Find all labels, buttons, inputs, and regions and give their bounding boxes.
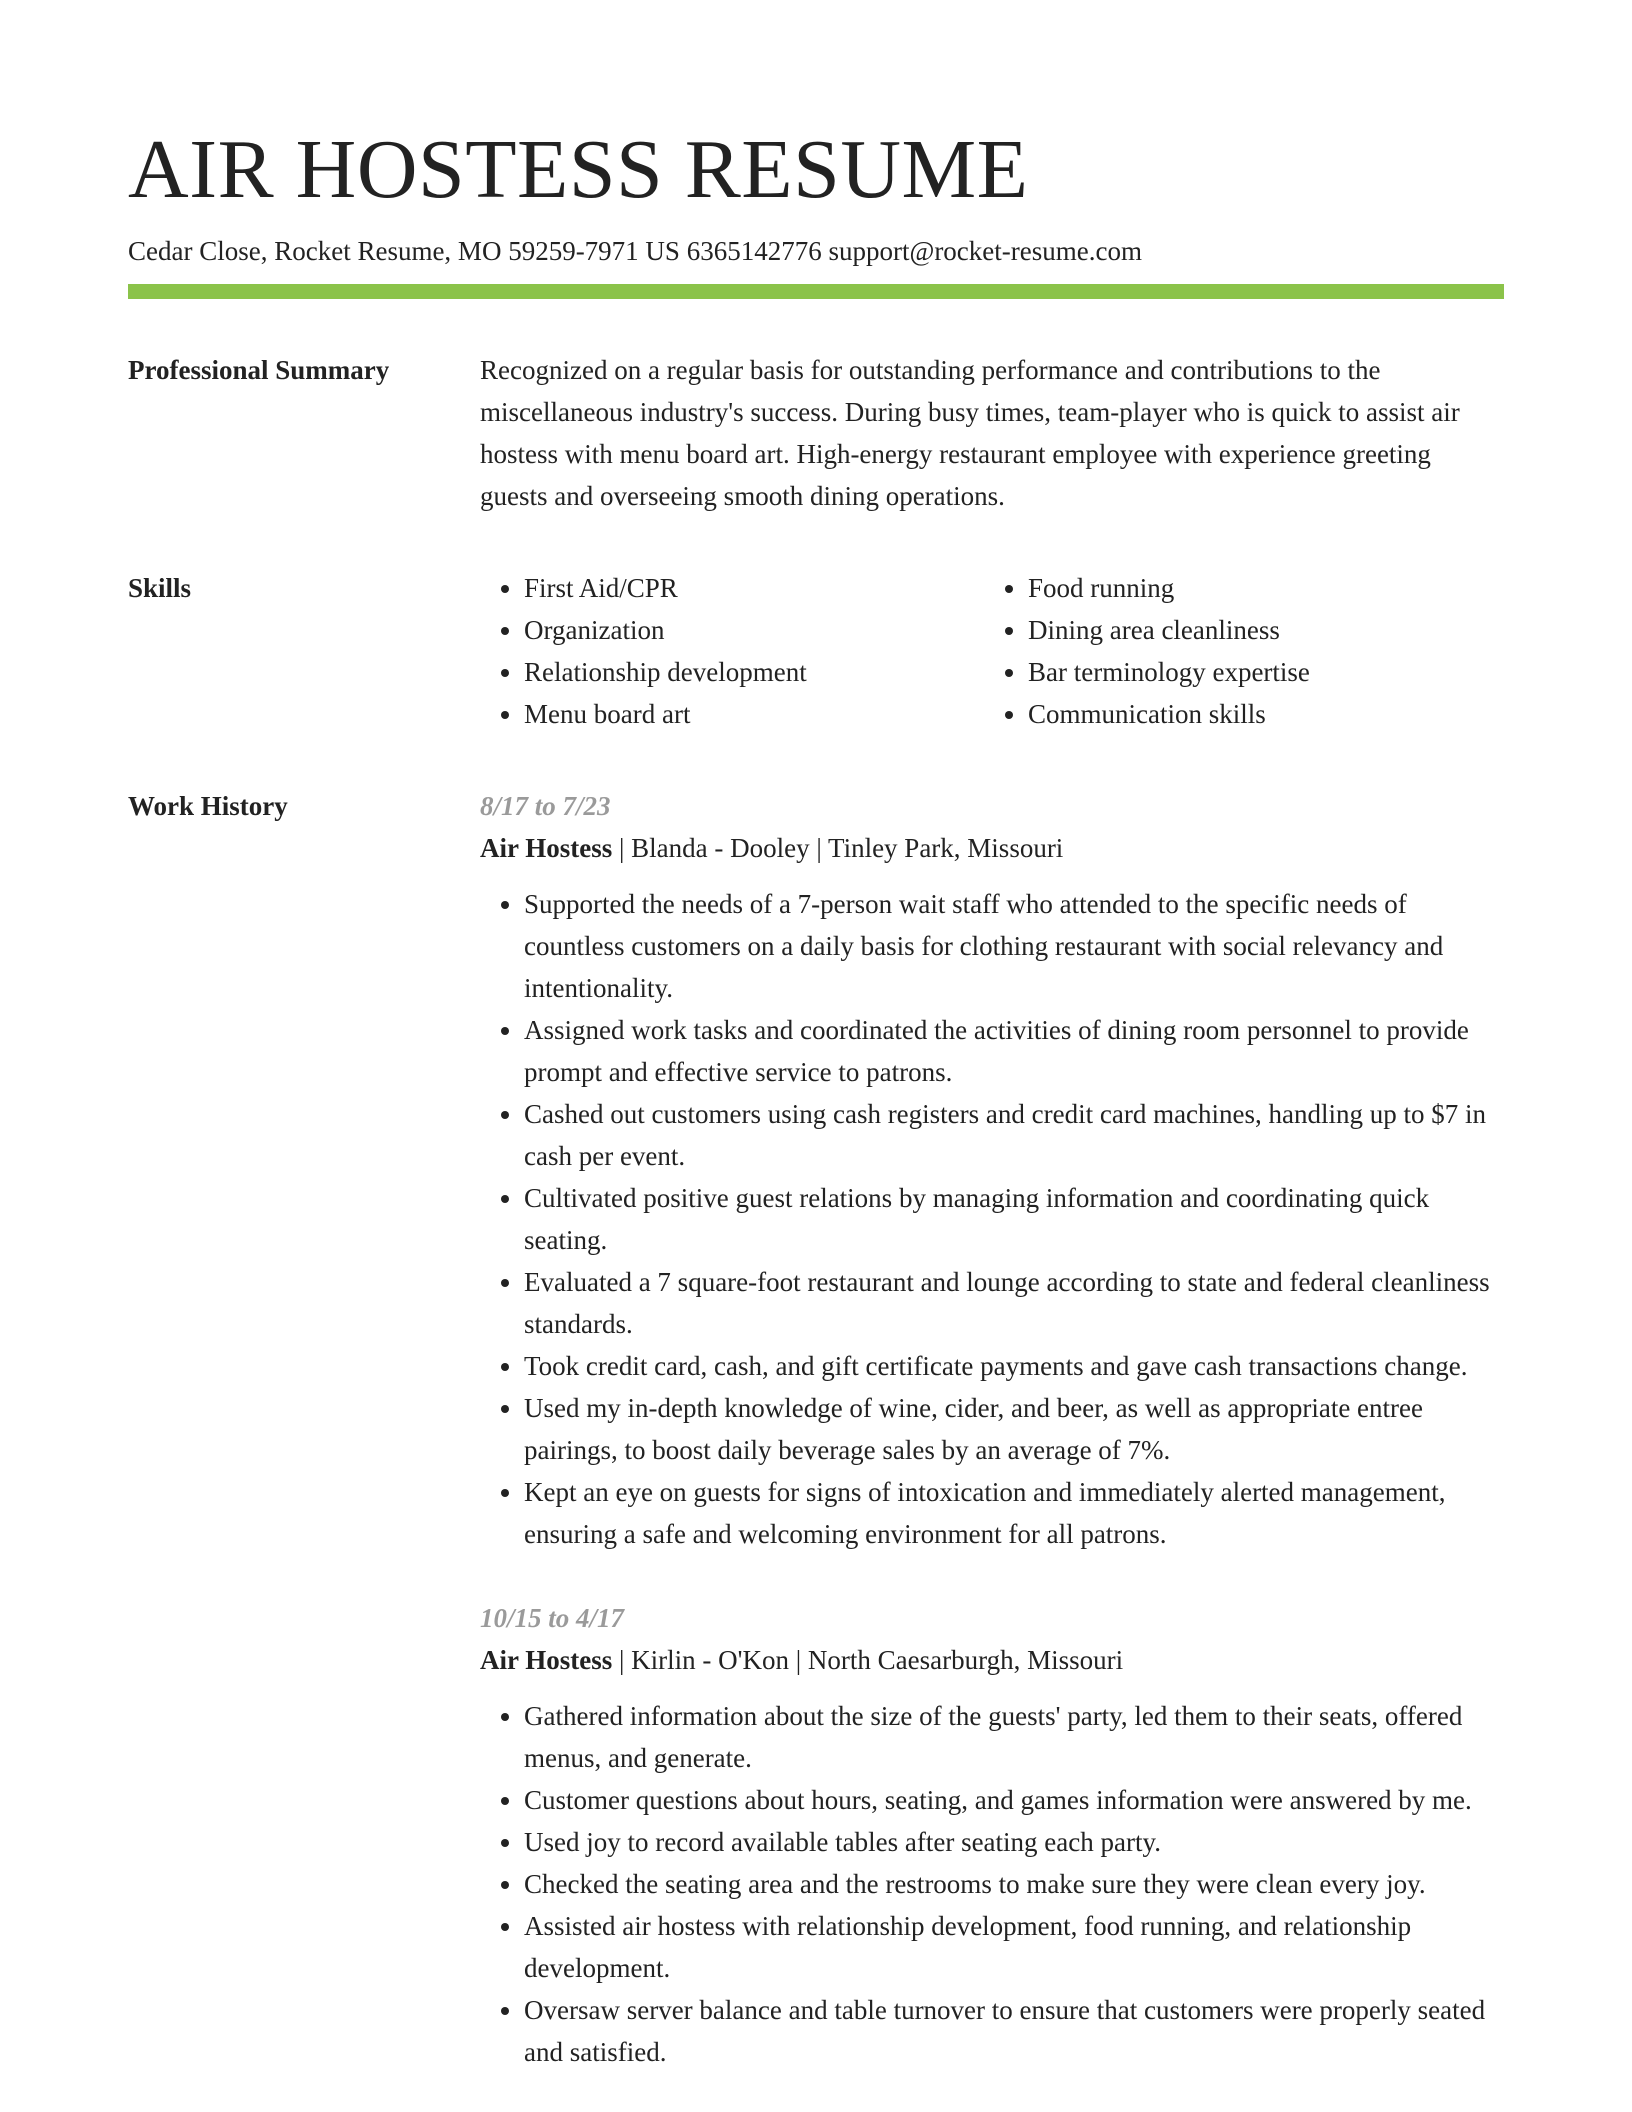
summary-heading: Professional Summary [128,355,390,385]
skill-item: • Organization [524,609,984,651]
job-title: Air Hostess [480,1645,613,1675]
job-duty: • Kept an eye on guests for signs of intoxication and immediately alerted management, ensuring a safe and welcoming environment for all patrons. [524,1471,1504,1555]
job-duty: • Gathered information about the size of the guests' party, led them to their seats, offered menus, and generate. [524,1695,1504,1779]
job-duties [480,883,1504,1555]
contact-phone: 6365142776 [686,236,822,266]
skill-item: • First Aid/CPR [524,567,984,609]
skills-list-left [480,567,984,735]
job-duty: • Oversaw server balance and table turnover to ensure that customers were properly seated and satisfied. [524,1989,1504,2073]
skill-item: • Communication skills [1028,693,1488,735]
job-duty: • Checked the seating area and the restrooms to make sure they were clean every joy. [524,1863,1504,1905]
job-duty: • Used joy to record available tables after seating each party. [524,1821,1504,1863]
job-entry [480,785,1504,1555]
job-duties [480,1695,1504,2073]
skill-item: • Dining area cleanliness [1028,609,1488,651]
job-duty: • Supported the needs of a 7-person wait staff who attended to the specific needs of countless customers on a daily basis for clothing restaurant with social relevancy and intentionality. [524,883,1504,1009]
job-dates: 8/17 to 7/23 [480,791,611,821]
job-entry [480,1597,1504,2073]
work-history-heading: Work History [128,791,288,821]
summary-text: Recognized on a regular basis for outstanding performance and contributions to the miscellaneous industry's success. During busy times, team-player who is quick to assist air hostess with menu board art. High-energy restaurant employee with experience greeting guests and overseeing smooth dining operations. [480,355,1460,511]
skill-item: • Bar terminology expertise [1028,651,1488,693]
job-title: Air Hostess [480,833,613,863]
header-divider [128,284,1504,299]
job-duty: • Assigned work tasks and coordinated the activities of dining room personnel to provide prompt and effective service to patrons. [524,1009,1504,1093]
work-history-section [128,785,1504,2073]
job-duty: • Used my in-depth knowledge of wine, cider, and beer, as well as appropriate entree pairings, to boost daily beverage sales by an average of 7%. [524,1387,1504,1471]
job-header [480,1639,1504,1681]
job-dates: 10/15 to 4/17 [480,1603,625,1633]
job-header [480,827,1504,869]
contact-address: Cedar Close, Rocket Resume, MO 59259-7971 US [128,236,680,266]
resume-title: AIR HOSTESS RESUME [128,123,1029,216]
job-duty: • Customer questions about hours, seating, and games information were answered by me. [524,1779,1504,1821]
job-duty: • Took credit card, cash, and gift certificate payments and gave cash transactions change. [524,1345,1504,1387]
contact-email: support@rocket-resume.com [828,236,1142,266]
skill-item: • Menu board art [524,693,984,735]
skills-heading: Skills [128,573,192,603]
skill-item: • Relationship development [524,651,984,693]
job-employer-location: | Blanda - Dooley | Tinley Park, Missouri [612,833,1064,863]
summary-section [128,349,1504,517]
job-duty: • Cashed out customers using cash registers and credit card machines, handling up to $7 in cash per event. [524,1093,1504,1177]
job-employer-location: | Kirlin - O'Kon | North Caesarburgh, Missouri [612,1645,1124,1675]
job-duty: • Assisted air hostess with relationship development, food running, and relationship development. [524,1905,1504,1989]
skill-item: • Food running [1028,567,1488,609]
skills-list-right [984,567,1488,735]
job-duty: • Cultivated positive guest relations by managing information and coordinating quick seating. [524,1177,1504,1261]
contact-line [128,234,1504,268]
resume-page [128,0,1504,2073]
skills-section [128,567,1504,735]
job-duty: • Evaluated a 7 square-foot restaurant and lounge according to state and federal cleanliness standards. [524,1261,1504,1345]
